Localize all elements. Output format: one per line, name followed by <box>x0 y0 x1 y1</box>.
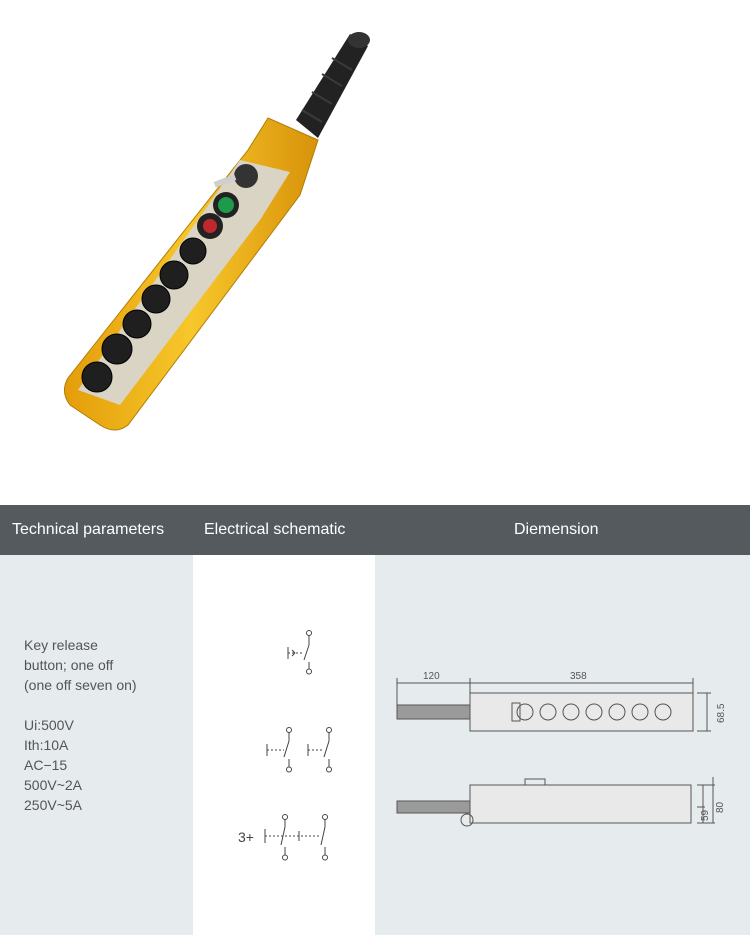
param-current: Ith:10A <box>24 737 69 753</box>
param-category: AC−15 <box>24 757 68 773</box>
dimension-top-view <box>397 678 711 731</box>
spec-header-bar <box>0 505 750 555</box>
button-green <box>213 192 239 218</box>
cable-gland <box>296 32 370 138</box>
schematic-interlock-symbol <box>265 815 328 861</box>
dimension-drawing <box>375 555 750 935</box>
dim-depth-inner: 59 <box>700 809 711 821</box>
schematic-drawing <box>193 555 375 935</box>
header-electrical-schematic: Electrical schematic <box>204 521 346 538</box>
schematic-key-switch-symbol <box>288 631 312 675</box>
param-rating-500v: 500V~2A <box>24 777 82 793</box>
param-rating-250v: 250V~5A <box>24 797 82 813</box>
param-desc-line-2: button; one off <box>24 657 114 673</box>
parameters-text <box>24 635 137 815</box>
technical-parameters-panel <box>0 555 193 935</box>
dim-cable-length: 120 <box>423 671 440 682</box>
param-voltage: Ui:500V <box>24 717 74 733</box>
electrical-schematic-panel <box>193 555 375 935</box>
schematic-multiplier-label: 3+ <box>238 829 254 845</box>
dimension-side-view <box>397 777 715 826</box>
dimension-panel <box>375 555 750 935</box>
param-desc-line-3: (one off seven on) <box>24 677 137 693</box>
schematic-button-pair-symbol <box>267 728 332 773</box>
header-technical-parameters: Technical parameters <box>12 521 165 538</box>
param-desc-line-1: Key release <box>24 637 98 653</box>
button-red <box>197 213 223 239</box>
dim-depth-outer: 80 <box>715 801 726 813</box>
dim-width: 68.5 <box>716 703 727 723</box>
header-dimension: Diemension <box>514 521 599 538</box>
dim-body-length: 358 <box>570 671 587 682</box>
